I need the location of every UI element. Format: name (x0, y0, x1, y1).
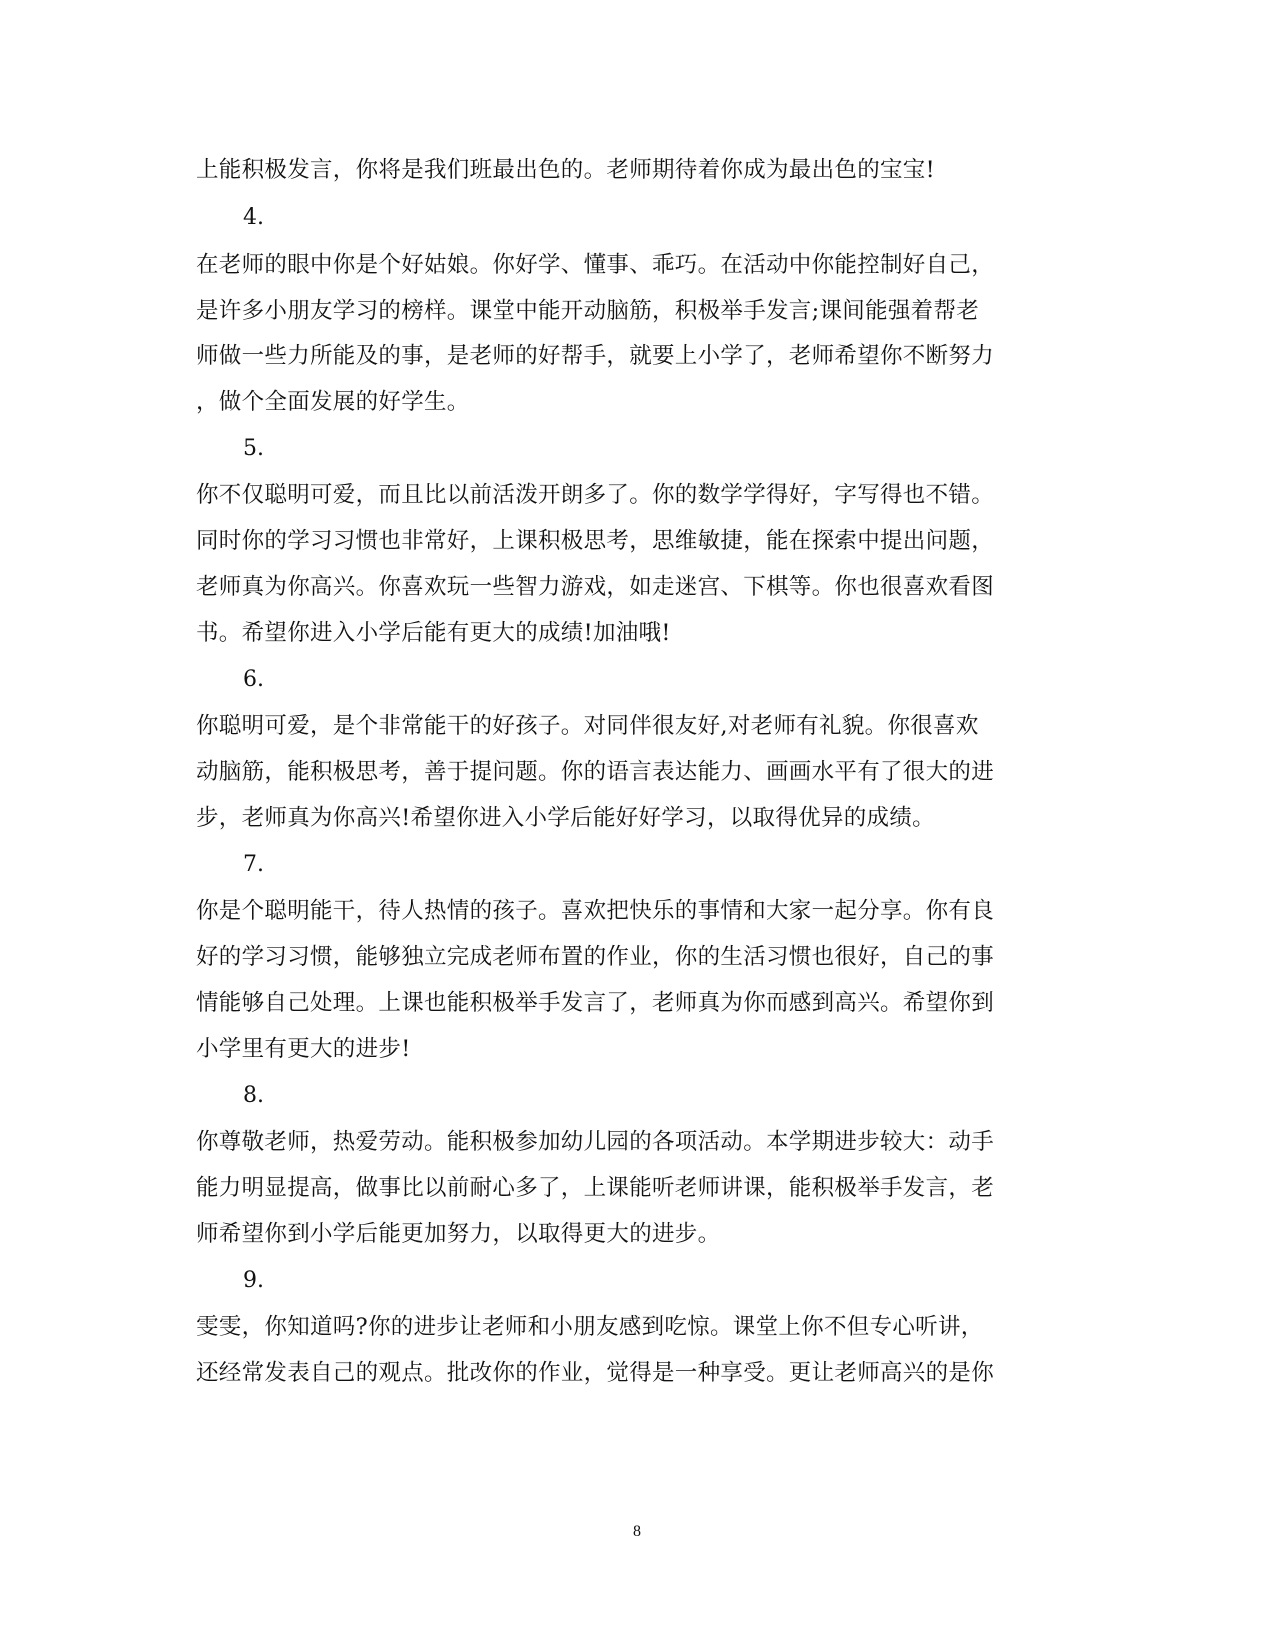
item-number: 9. (243, 1268, 264, 1293)
text-line: 你不仅聪明可爱，而且比以前活泼开朗多了。你的数学学得好，字写得也不错。 (196, 482, 995, 508)
item-number: 6. (243, 667, 264, 692)
text-line: 老师真为你高兴。你喜欢玩一些智力游戏，如走迷宫、下棋等。你也很喜欢看图 (196, 574, 995, 600)
text-line: ，做个全面发展的好学生。 (196, 389, 470, 415)
text-line: 你聪明可爱，是个非常能干的好孩子。对同伴很友好,对老师有礼貌。你很喜欢 (196, 713, 979, 739)
text-line: 同时你的学习习惯也非常好，上课积极思考，思维敏捷，能在探索中提出问题， (196, 528, 995, 554)
item-number: 8. (243, 1083, 264, 1108)
text-line: 动脑筋，能积极思考，善于提问题。你的语言表达能力、画画水平有了很大的进 (196, 759, 995, 785)
text-line: 上能积极发言，你将是我们班最出色的。老师期待着你成为最出色的宝宝! (196, 157, 935, 183)
text-line: 步，老师真为你高兴!希望你进入小学后能好好学习，以取得优异的成绩。 (196, 805, 935, 831)
text-line: 好的学习习惯，能够独立完成老师布置的作业，你的生活习惯也很好，自己的事 (196, 944, 995, 970)
text-line: 在老师的眼中你是个好姑娘。你好学、懂事、乖巧。在活动中你能控制好自己， (196, 252, 995, 278)
text-line: 是许多小朋友学习的榜样。课堂中能开动脑筋，积极举手发言;课间能强着帮老 (196, 298, 980, 324)
text-line: 能力明显提高，做事比以前耐心多了，上课能听老师讲课，能积极举手发言，老 (196, 1175, 995, 1201)
text-line: 师做一些力所能及的事，是老师的好帮手，就要上小学了，老师希望你不断努力 (196, 343, 995, 369)
text-line: 小学里有更大的进步! (196, 1036, 411, 1062)
page-number: 8 (633, 1523, 641, 1540)
text-line: 情能够自己处理。上课也能积极举手发言了，老师真为你而感到高兴。希望你到 (196, 990, 995, 1016)
item-number: 4. (243, 205, 264, 230)
text-line: 你尊敬老师，热爱劳动。能积极参加幼儿园的各项活动。本学期进步较大：动手 (196, 1129, 995, 1155)
text-line: 师希望你到小学后能更加努力，以取得更大的进步。 (196, 1221, 721, 1247)
item-number: 7. (243, 852, 264, 877)
item-number: 5. (243, 436, 264, 461)
text-line: 还经常发表自己的观点。批改你的作业，觉得是一种享受。更让老师高兴的是你 (196, 1360, 995, 1386)
text-line: 你是个聪明能干，待人热情的孩子。喜欢把快乐的事情和大家一起分享。你有良 (196, 898, 995, 924)
text-line: 书。希望你进入小学后能有更大的成绩!加油哦! (196, 620, 671, 646)
text-line: 雯雯，你知道吗?你的进步让老师和小朋友感到吃惊。课堂上你不但专心听讲， (196, 1314, 984, 1340)
